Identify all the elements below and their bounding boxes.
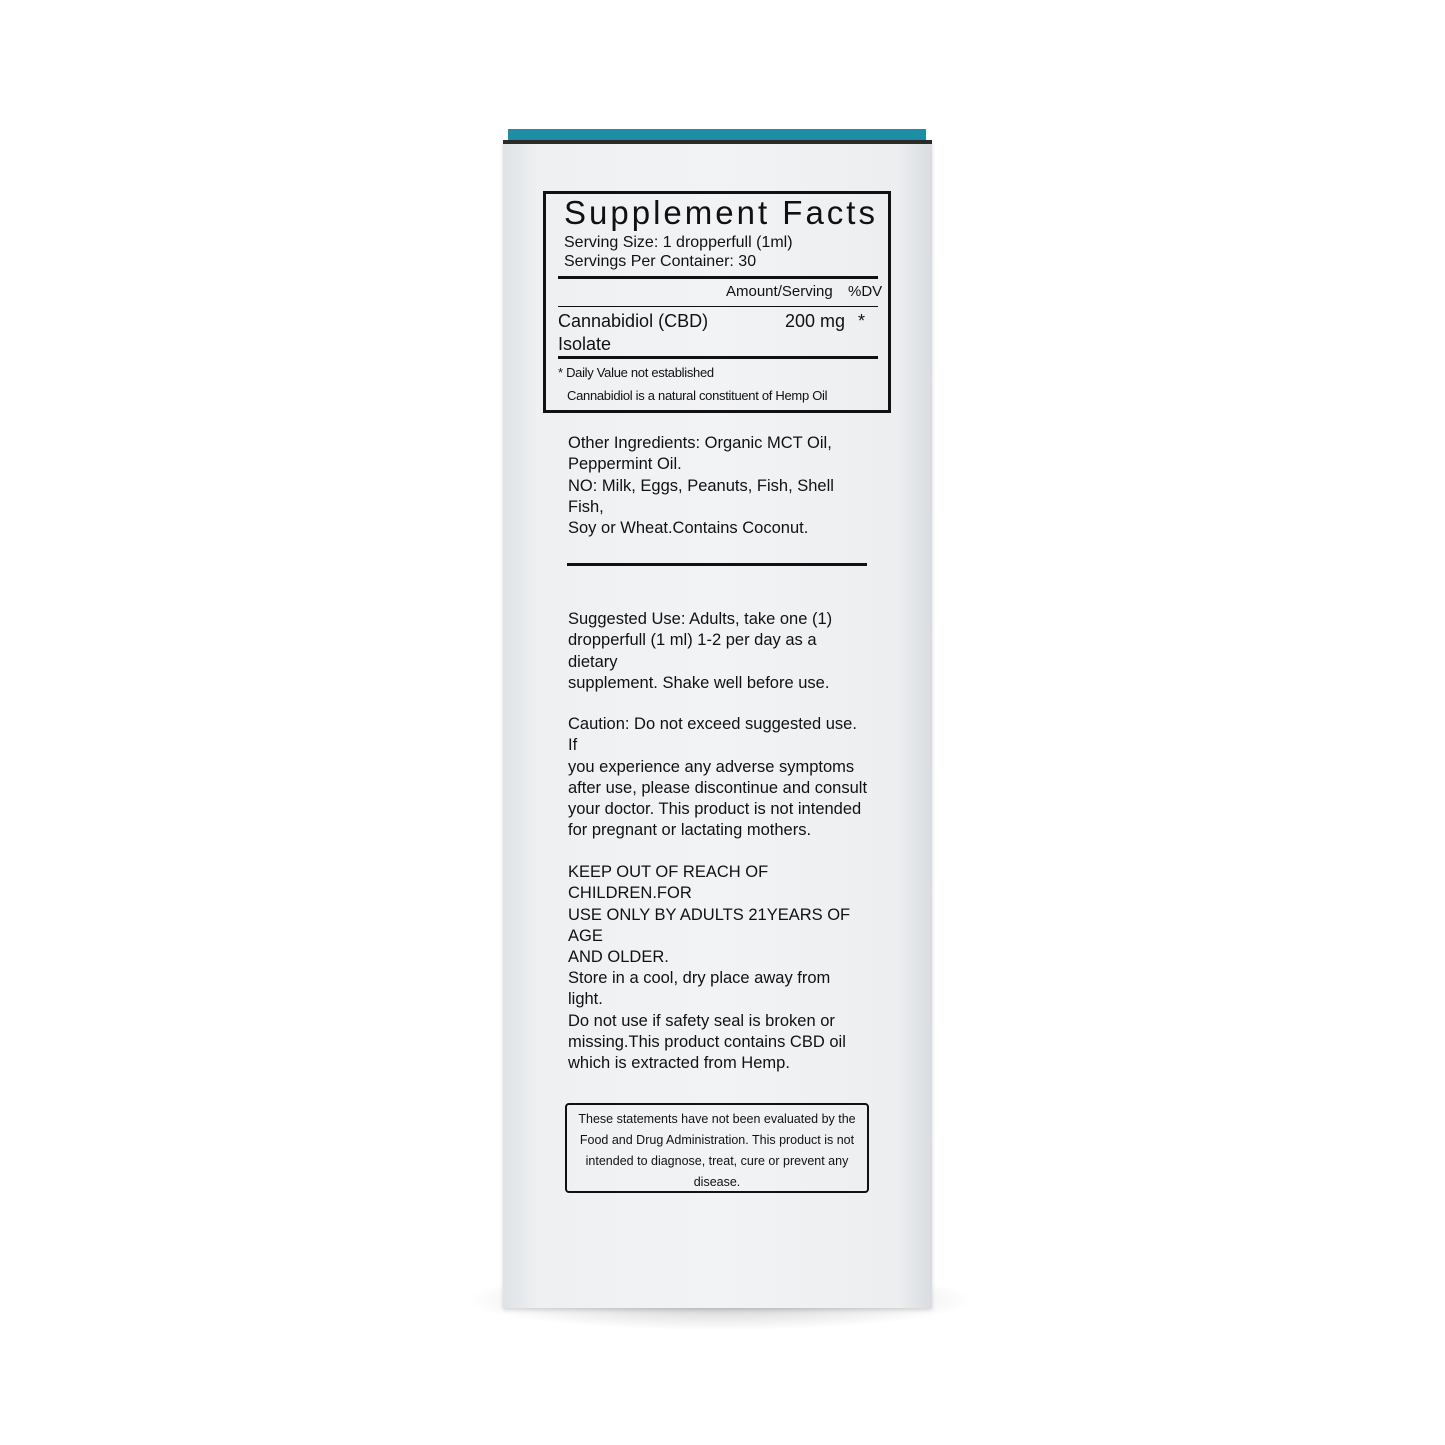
facts-thick-rule-top (558, 276, 878, 279)
supplement-facts-title: Supplement Facts (564, 194, 878, 231)
supplement-facts-panel (543, 191, 891, 413)
cannabidiol-note: Cannabidiol is a natural constituent of Hemp Oil (567, 388, 828, 403)
serving-size: Serving Size: 1 dropperfull (1ml) (564, 234, 793, 251)
ingredient-name-line2: Isolate (558, 334, 612, 354)
keep-out-of-reach-text: KEEP OUT OF REACH OF CHILDREN.FOR USE ONLY BY ADULTS 21YEARS OF AGE AND OLDER. (568, 863, 851, 967)
ingredient-amount: 200 mg (785, 311, 846, 331)
ingredient-name-line1: Cannabidiol (CBD) (558, 311, 709, 331)
ingredient-daily-value: * (858, 311, 866, 331)
facts-thin-rule (558, 306, 878, 307)
fda-disclaimer-text: These statements have not been evaluated by the Food and Drug Administration. This product is not intended to diagnose, treat, cure or prevent any disease. (578, 1112, 856, 1189)
section-divider (567, 563, 867, 566)
suggested-use-text: Suggested Use: Adults, take one (1) dropperfull (1 ml) 1-2 per day as a dietary supplement. Shake well before use. (568, 610, 833, 692)
storage-text: Store in a cool, dry place away from light. Do not use if safety seal is broken or missing.This product contains CBD oil which is extracted from Hemp. (568, 969, 846, 1073)
amount-per-serving-header: Amount/Serving (726, 283, 833, 300)
other-ingredients-text: Other Ingredients: Organic MCT Oil, Peppermint Oil. NO: Milk, Eggs, Peanuts, Fish, Shell Fish, Soy or Wheat.Contains Coconut. (568, 434, 834, 538)
daily-value-note: * Daily Value not established (558, 365, 714, 380)
facts-thick-rule-bottom (558, 356, 878, 359)
servings-per-container: Servings Per Container: 30 (564, 253, 757, 270)
box-top-edge (503, 140, 932, 144)
fda-disclaimer-box (565, 1103, 869, 1193)
caution-text: Caution: Do not exceed suggested use. If you experience any adverse symptoms after use, please discontinue and consult your doctor. This product is not intended for pregnant or lactating mothers. (568, 715, 868, 840)
daily-value-header: %DV (848, 283, 883, 300)
